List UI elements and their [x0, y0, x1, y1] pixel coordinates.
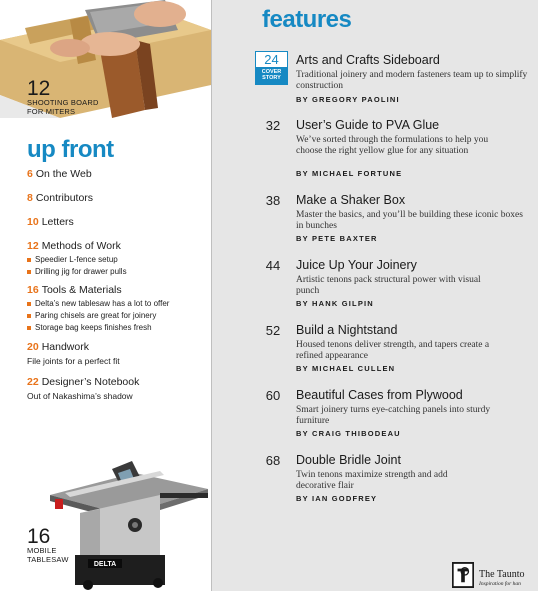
toc-item-label: Contributors: [35, 192, 94, 204]
feature-author: BY IAN GODFREY: [296, 494, 378, 503]
feature-item-shaker-box[interactable]: [212, 193, 538, 255]
thumb-caption: MOBILE: [27, 546, 57, 555]
feature-title: Make a Shaker Box: [296, 193, 406, 207]
publisher-tagline: Inspiration for han: [479, 581, 521, 587]
publisher-logo: [452, 562, 538, 588]
feature-author: BY HANK GILPIN: [296, 299, 374, 308]
toc-subitem-label: Storage bag keeps finishes fresh: [35, 323, 152, 332]
toc-subitem-label: Paring chisels are great for joinery: [35, 311, 157, 320]
toc-subitem-label: Drilling jig for drawer pulls: [35, 267, 127, 276]
bullet-icon: [27, 326, 31, 330]
toc-item-label: Methods of Work: [41, 240, 121, 252]
toc-page-number: 8: [27, 192, 33, 204]
thumb-page-number: 12: [27, 77, 51, 100]
toc-page-number: 22: [27, 376, 39, 388]
feature-description: Artistic tenons pack structural power with visual punch: [296, 275, 481, 296]
feature-page-number: 32: [265, 118, 281, 133]
feature-author: BY MICHAEL CULLEN: [296, 364, 396, 373]
feature-description: Master the basics, and you’ll be building these iconic boxes in bunches: [296, 210, 523, 231]
shooting-board-thumb-label: [27, 78, 99, 116]
feature-author: BY GREGORY PAOLINI: [296, 95, 400, 104]
toc-subitem: [27, 311, 209, 320]
publisher-name: The Taunto: [479, 569, 525, 580]
feature-page-number: 68: [265, 453, 281, 468]
toc-item-handwork[interactable]: [27, 341, 209, 353]
saw-brand-label: DELTA: [93, 561, 117, 568]
taunton-logo-icon: [452, 562, 474, 588]
bullet-icon: [27, 270, 31, 274]
feature-description: Housed tenons deliver strength, and tapers create a refined appearance: [296, 340, 490, 361]
feature-description: We’ve sorted through the formulations to help you choose the right yellow glue for any situation: [296, 135, 489, 156]
up-front-heading: up front: [27, 136, 114, 163]
feature-title: User’s Guide to PVA Glue: [296, 118, 440, 132]
toc-page-number: 10: [27, 216, 39, 228]
feature-page-number: 38: [265, 193, 281, 208]
thumb-page-number: 16: [27, 525, 51, 548]
tablesaw-photo: [40, 455, 211, 591]
toc-item-label: Tools & Materials: [41, 284, 122, 296]
toc-item-description: Out of Nakashima’s shadow: [27, 391, 133, 401]
feature-description: Traditional joinery and modern fasteners team up to simplify construction: [296, 70, 528, 91]
feature-title: Juice Up Your Joinery: [296, 258, 417, 272]
feature-item-pva-glue[interactable]: [212, 118, 538, 180]
bullet-icon: [27, 258, 31, 262]
toc-item-tools-materials[interactable]: [27, 284, 209, 296]
up-front-column: [0, 0, 211, 591]
thumb-caption: FOR MITERS: [27, 106, 76, 116]
feature-page-number: 52: [265, 323, 281, 338]
toc-item-letters[interactable]: [27, 216, 209, 228]
feature-item-joinery[interactable]: [212, 258, 538, 320]
toc-page-number: 16: [27, 284, 39, 296]
toc-page-number: 20: [27, 341, 39, 353]
toc-item-description: File joints for a perfect fit: [27, 356, 120, 366]
feature-title: Build a Nightstand: [296, 323, 398, 337]
cover-tag-line: COVER: [261, 69, 282, 75]
feature-item-nightstand[interactable]: [212, 323, 538, 385]
toc-subitem: [27, 267, 209, 276]
toc-page-number: 12: [27, 240, 39, 252]
features-heading: features: [262, 6, 352, 33]
feature-page-number: 44: [265, 258, 281, 273]
toc-subitem-label: Delta’s new tablesaw has a lot to offer: [35, 299, 170, 308]
thumb-caption: SHOOTING BOARD: [27, 98, 99, 107]
toc-item-label: On the Web: [35, 168, 92, 180]
features-column: [212, 0, 538, 591]
feature-author: BY MICHAEL FORTUNE: [296, 169, 403, 178]
toc-subitem-label: Speedier L-fence setup: [35, 255, 118, 264]
toc-item-designers-notebook[interactable]: [27, 376, 209, 388]
bullet-icon: [27, 302, 31, 306]
cover-story-tag: [256, 67, 287, 84]
feature-author: BY CRAIG THIBODEAU: [296, 429, 401, 438]
toc-subitem: [27, 255, 209, 264]
toc-subitem: [27, 299, 209, 308]
toc-item-label: Handwork: [41, 341, 89, 353]
toc-item-on-the-web[interactable]: [27, 168, 209, 180]
thumb-caption: TABLESAW: [27, 554, 69, 564]
feature-author: BY PETE BAXTER: [296, 234, 378, 243]
feature-title: Beautiful Cases from Plywood: [296, 388, 463, 402]
feature-title: Arts and Crafts Sideboard: [296, 53, 440, 67]
cover-tag-line: STORY: [262, 75, 281, 81]
tablesaw-thumb-label: [27, 526, 69, 564]
feature-item-plywood-cases[interactable]: [212, 388, 538, 450]
feature-page-number: 60: [265, 388, 281, 403]
up-front-list: [27, 168, 209, 401]
cover-story-badge: [255, 51, 288, 85]
feature-description: Smart joinery turns eye-catching panels into sturdy furniture: [296, 405, 491, 426]
feature-description: Twin tenons maximize strength and add decorative flair: [296, 470, 448, 491]
toc-item-methods-of-work[interactable]: [27, 240, 209, 252]
toc-page-number: 6: [27, 168, 33, 180]
toc-item-contributors[interactable]: [27, 192, 209, 204]
feature-item-sideboard[interactable]: [212, 53, 538, 115]
bullet-icon: [27, 314, 31, 318]
feature-page-number: 24: [264, 52, 279, 67]
toc-item-label: Designer’s Notebook: [41, 376, 140, 388]
toc-item-label: Letters: [41, 216, 74, 228]
feature-title: Double Bridle Joint: [296, 453, 401, 467]
feature-item-bridle-joint[interactable]: [212, 453, 538, 515]
toc-subitem: [27, 323, 209, 332]
